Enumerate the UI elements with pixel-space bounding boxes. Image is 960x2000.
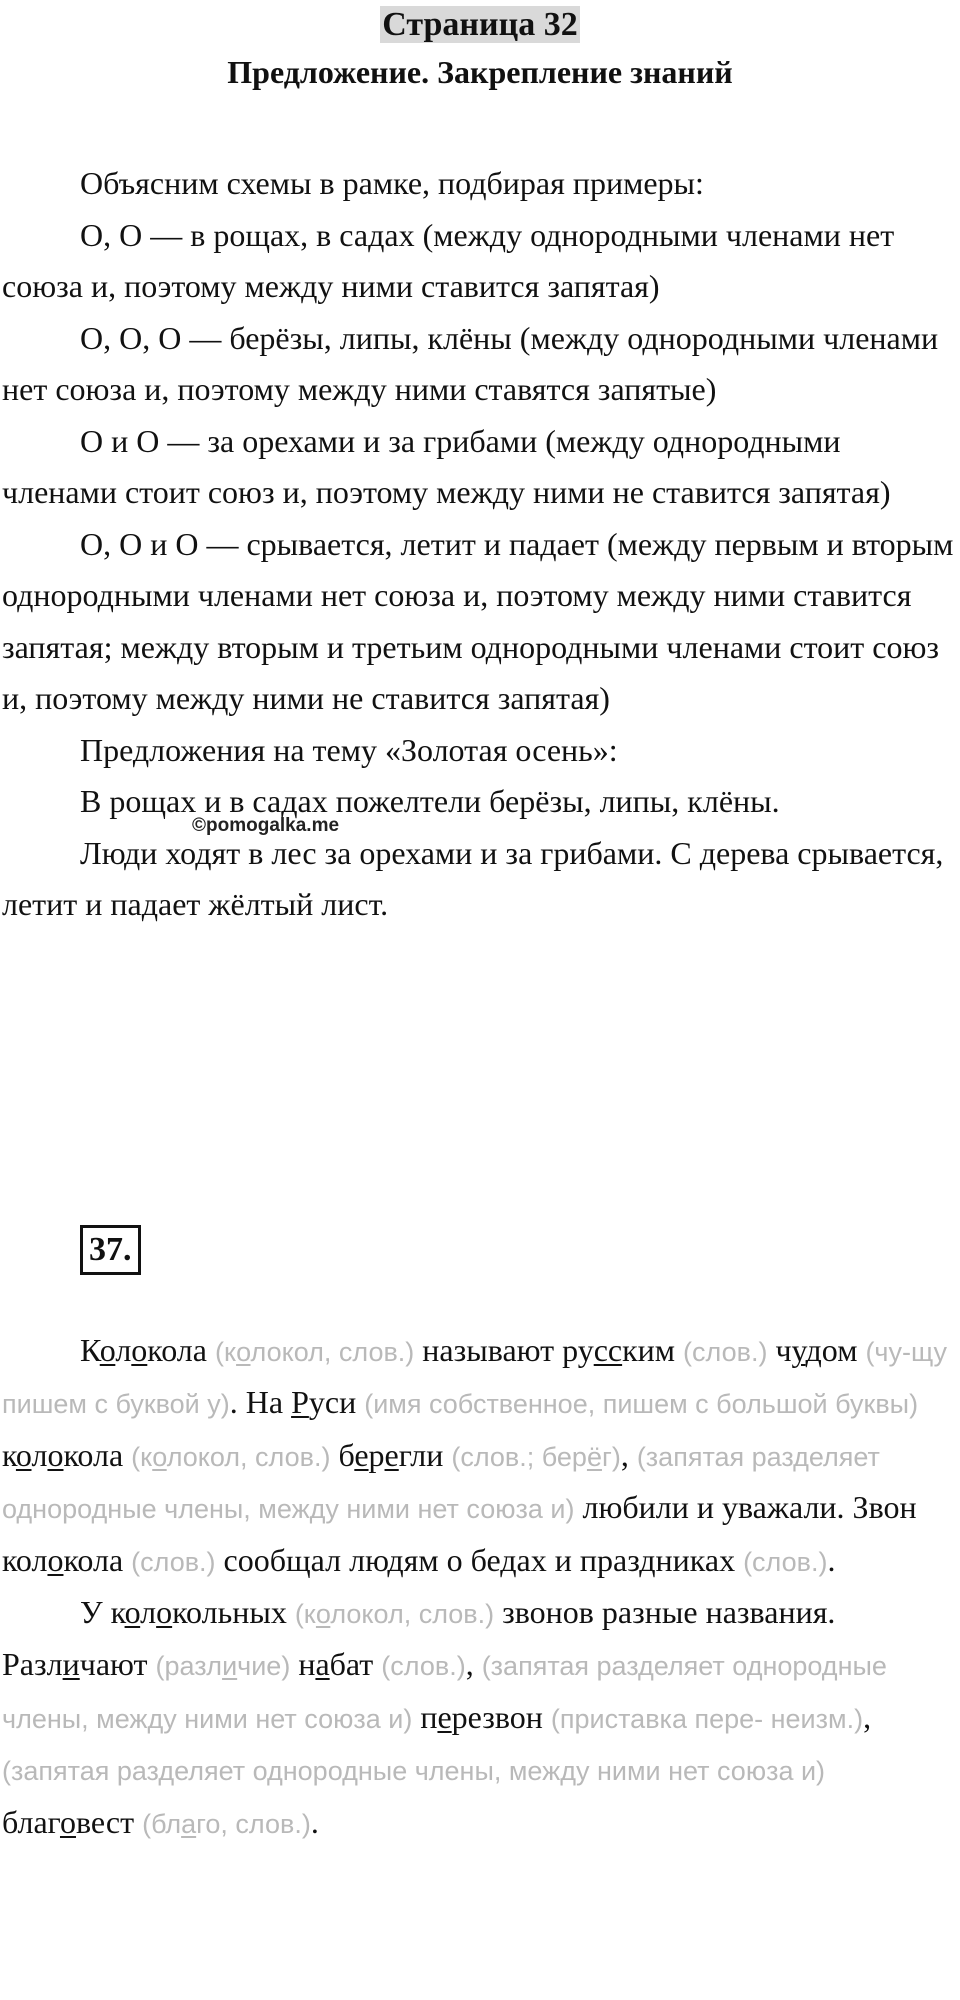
- scheme-explanation: О и О — за орехами и за грибами (между однородными членами стоит союз и, поэтому между ними не ставится запятая): [2, 422, 891, 510]
- page-title: [0, 4, 960, 46]
- exercise-paragraph: У колокольных (колокол, слов.) звонов разные названия. Различают (различие) набат (слов.), (запятая разделяет однородные члены, между ними нет союза и) перезвон (приставка пере- неизм.), (запятая разделяет однородные члены, между ними нет союза и) благовест (благо, слов.).: [2, 1594, 887, 1840]
- exercise-number-box: 37.: [80, 1225, 141, 1275]
- sentences-heading: Предложения на тему «Золотая осень»:: [80, 731, 618, 768]
- watermark-text: ©pomogalka.me: [192, 815, 340, 836]
- page-number-label: Страница 32: [382, 6, 578, 43]
- scheme-explanation: О, О — в рощах, в садах (между однородными членами нет союза и, поэтому между ними ставится запятая): [2, 216, 895, 304]
- example-sentence: В рощах и в садах пожелтели берёзы, липы, клёны.: [80, 783, 780, 819]
- intro-text: [2, 158, 958, 931]
- intro-paragraph: Объясним схемы в рамке, подбирая примеры:: [80, 165, 704, 201]
- exercise-paragraph: Колокола (колокол, слов.) называют русским (слов.) чудом (чу-щу пишем с буквой у). На Руси (имя собственное, пишем с большой буквы) колокола (колокол, слов.) берегли (слов.; берёг), (запятая разделяет однородные члены, между ними нет союза и) любили и уважали. Звон колокола (слов.) сообщал людям о бедах и праздниках (слов.).: [2, 1332, 948, 1578]
- example-sentence: Люди ходят в лес за орехами и за грибами. С дерева срывается, летит и падает жёлтый лист.: [2, 834, 944, 922]
- exercise-text: [2, 1325, 958, 1849]
- scheme-explanation: О, О, О — берёзы, липы, клёны (между однородными членами нет союза и, поэтому между ними ставятся запятые): [2, 319, 939, 407]
- topic-heading: Предложение. Закрепление знаний: [227, 54, 733, 90]
- scheme-explanation: О, О и О — срывается, летит и падает (между первым и вторым однородными членами нет союза и, поэтому между ними ставится запятая; между вторым и третьим однородными членами стоит союз и, поэтому между ними не ставится запятая): [2, 525, 954, 716]
